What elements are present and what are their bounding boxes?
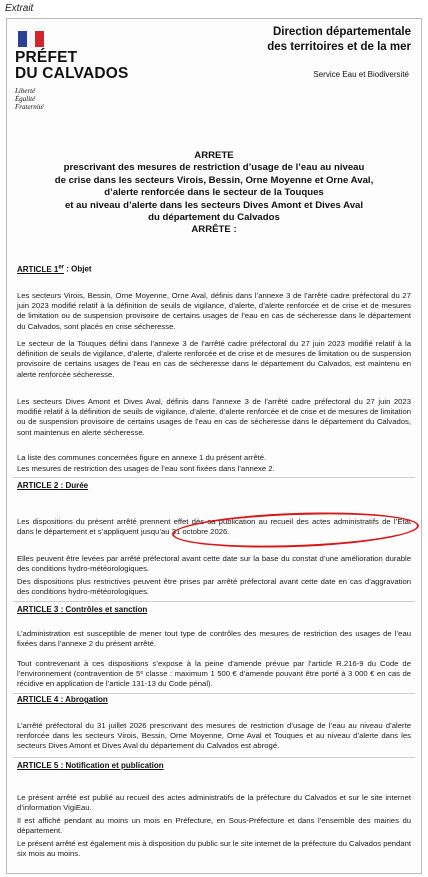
arrete-title: ARRETE prescrivant des mesures de restriction d’usage de l’eau au niveau de crise dans les secteurs Virois, Bessin, Orne Moyenne et Orne Aval, d’alerte renforcée dans le secteur de la Touques et au niveau d’alerte dans les secteurs Dives Amont et Dives Aval du département du Calvados ARRÊTE : <box>7 150 421 237</box>
article-1-heading: ARTICLE 1er : Objet <box>17 264 92 274</box>
article-1-paragraph-1: Les secteurs Virois, Bessin, Orne Moyenne, Orne Aval, définis dans l’annexe 3 de l’arrêté cadre préfectoral du 27 juin 2023 modifié relatif à la définition de seuils de vigilance, d’alerte, d’alerte renforcée et de crise et de mesures de limitation ou de suspension provisoire de certains usages de l’eau en cas de sécheresse dans le département du Calvados, sont placés en crise sécheresse. <box>17 291 411 331</box>
separator <box>13 693 415 694</box>
article-5-paragraph-3: Le présent arrêté est également mis à disposition du public sur le site internet de la préfecture du Calvados pendant six mois au moins. <box>17 839 412 859</box>
article-3-heading: ARTICLE 3 : Contrôles et sanction <box>17 605 148 614</box>
article-4-heading: ARTICLE 4 : Abrogation <box>17 695 108 704</box>
separator <box>13 757 415 758</box>
separator <box>13 477 415 478</box>
article-1-paragraph-2: Le secteur de la Touques défini dans l’annexe 3 de l’arrêté cadre préfectoral du 27 juin 2023 modifié relatif à la définition de seuils de vigilance, d’alerte, d’alerte renforcée et de crise et de mesures de limitation ou de suspension provisoire de certains usages de l’eau en cas de sécheresse dans le département du Calvados, est maintenu en alerte renforcée sécheresse. <box>17 339 411 379</box>
article-3-paragraph-1: L’administration est susceptible de mener tout type de contrôles des mesures de restriction des usages de l’eau fixées dans l’annexe 2 du présent arrêté. <box>17 629 411 649</box>
article-5-paragraph-1: Le présent arrêté est publié au recueil des actes administratifs de la préfecture du Calvados et sur le site internet d’information VigiEau. <box>17 793 411 813</box>
prefet-logo <box>15 31 135 111</box>
article-1-paragraph-3: Les secteurs Dives Amont et Dives Aval, définis dans l’annexe 3 de l’arrêté cadre préfectoral du 27 juin 2023 modifié relatif à la définition de seuils de vigilance, d’alerte, d’alerte renforcée et de crise et de mesures de limitation ou de suspension provisoire de certains usages de l’eau en cas de sécheresse dans le département du Calvados, sont maintenus en alerte sécheresse. <box>17 397 411 437</box>
article-5-heading: ARTICLE 5 : Notification et publication <box>17 761 164 770</box>
arrete-label: ARRÊTE : <box>191 224 237 236</box>
article-5-paragraph-2: Il est affiché pendant au moins un mois en Préfecture, en Sous-Préfecture et dans l’ensemble des mairies du département. <box>17 816 411 836</box>
devise: Liberté Égalité Fraternité <box>15 87 44 111</box>
article-2-paragraph-2: Elles peuvent être levées par arrêté préfectoral avant cette date sur la base du constat d’une amélioration durable des conditions hydro-météorologiques. <box>17 554 411 574</box>
extrait-caption: Extrait <box>5 3 34 14</box>
article-2-heading: ARTICLE 2 : Durée <box>17 481 89 490</box>
article-1-paragraph-4a: La liste des communes concernées figure en annexe 1 du présent arrêté. <box>17 453 267 462</box>
article-1-paragraph-4b: Les mesures de restriction des usages de l’eau sont fixées dans l’annexe 2. <box>17 464 275 473</box>
document-page <box>6 18 422 874</box>
separator <box>13 601 415 602</box>
direction-header: Direction départementale des territoires et de la mer <box>267 26 411 53</box>
article-2-paragraph-1: Les dispositions du présent arrêté prennent effet dès sa publication au recueil des actes administratifs de l’État dans le département et s’appliquent jusqu’au 31 octobre 2026. <box>17 517 411 537</box>
article-4-paragraph-1: L’arrêté préfectoral du 31 juillet 2026 prescrivant des mesures de restriction d’usage de l’eau au niveau d’alerte renforcée dans les secteurs Virois, Bessin, Orne Moyenne, Orne Aval et Touques et au niveau d’alerte dans les secteurs Dives Amont et Dives Aval du département du Calvados est abrogé. <box>17 721 411 751</box>
service-label: Service Eau et Biodiversité <box>313 70 409 79</box>
marianne-flag-icon <box>18 31 44 47</box>
title-heading: ARRETE <box>194 150 234 161</box>
prefet-title: PRÉFET DU CALVADOS <box>15 49 129 82</box>
article-2-paragraph-3: Des dispositions plus restrictives peuvent être prises par arrêté préfectoral avant cette date en cas d’aggravation des conditions hydro-météorologiques. <box>17 577 411 597</box>
article-3-paragraph-2: Tout contrevenant à ces dispositions s’expose à la peine d’amende prévue par l’article R.216-9 du Code de l’environnement (contravention de 5ᵉ classe : maximum 1 500 € d’amende pouvant être porté à 3 000 € en cas de récidive en application de l’article 131-13 du Code pénal). <box>17 659 411 689</box>
highlight-ellipse <box>171 509 419 552</box>
